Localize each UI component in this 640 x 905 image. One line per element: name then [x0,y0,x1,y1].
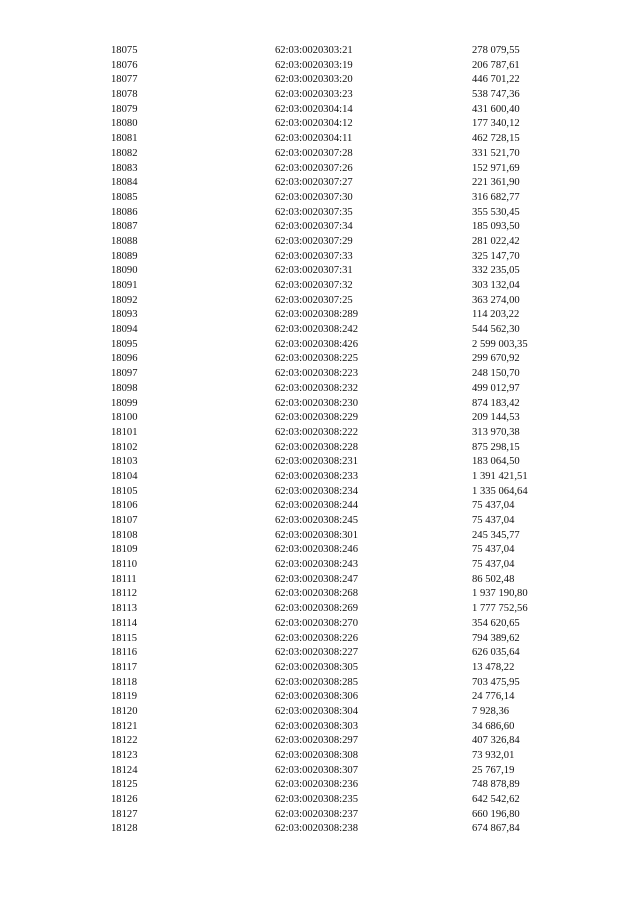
row-number-cell: 18094 [111,324,138,336]
cadastral-number-cell: 62:03:0020304:12 [275,118,353,130]
table-row [111,734,571,749]
cadastral-number-cell: 62:03:0020308:246 [275,544,358,556]
row-number-cell: 18076 [111,59,138,71]
row-number-cell: 18091 [111,280,138,291]
table-row [111,147,571,162]
table-row [111,822,571,837]
row-number-cell: 18116 [111,647,138,659]
table-row [111,499,571,514]
cadastral-value-cell: 660 196,80 [472,808,520,820]
row-number-cell: 18114 [111,617,138,629]
row-number-cell: 18081 [111,133,138,145]
cadastral-number-cell: 62:03:0020308:269 [275,603,358,615]
cadastral-number-cell: 62:03:0020307:33 [275,250,353,262]
cadastral-number-cell: 62:03:0020308:305 [275,661,358,673]
table-row [111,558,571,573]
table-row [111,632,571,647]
cadastral-value-cell: 2 599 003,35 [472,338,528,350]
cadastral-number-cell: 62:03:0020308:228 [275,441,358,453]
table-row [111,117,571,132]
cadastral-value-cell: 538 747,36 [472,89,520,101]
cadastral-value-cell: 209 144,53 [472,412,520,424]
row-number-cell: 18084 [111,177,138,189]
table-row [111,250,571,265]
row-number-cell: 18078 [111,89,138,101]
row-number-cell: 18090 [111,265,138,277]
row-number-cell: 18092 [111,294,138,306]
cadastral-number-cell: 62:03:0020308:236 [275,779,358,791]
table-row [111,720,571,735]
cadastral-value-cell: 281 022,42 [472,235,520,247]
cadastral-number-cell: 62:03:0020308:227 [275,647,358,659]
row-number-cell: 18127 [111,808,138,820]
row-number-cell: 18097 [111,368,138,380]
cadastral-value-cell: 303 132,04 [472,280,520,291]
table-row [111,764,571,779]
cadastral-value-cell: 313 970,38 [472,426,520,438]
table-row [111,352,571,367]
cadastral-number-cell: 62:03:0020308:247 [275,573,358,585]
cadastral-number-cell: 62:03:0020308:306 [275,691,358,703]
row-number-cell: 18093 [111,309,138,321]
cadastral-value-cell: 1 937 190,80 [472,588,528,600]
table-row [111,705,571,720]
row-number-cell: 18121 [111,720,138,732]
row-number-cell: 18110 [111,559,138,571]
table-row [111,646,571,661]
cadastral-value-cell: 674 867,84 [472,823,520,835]
table-row [111,59,571,74]
cadastral-value-cell: 177 340,12 [472,118,520,130]
cadastral-value-cell: 34 686,60 [472,720,515,732]
row-number-cell: 18082 [111,147,138,159]
row-number-cell: 18123 [111,750,138,761]
cadastral-number-cell: 62:03:0020308:301 [275,529,358,541]
cadastral-value-cell: 462 728,15 [472,133,520,145]
cadastral-value-cell: 13 478,22 [472,661,515,673]
table-row [111,573,571,588]
row-number-cell: 18107 [111,515,138,526]
cadastral-value-cell: 431 600,40 [472,103,520,115]
table-row [111,279,571,294]
cadastral-number-cell: 62:03:0020308:304 [275,705,358,717]
row-number-cell: 18104 [111,470,138,482]
table-row [111,661,571,676]
row-number-cell: 18087 [111,221,138,233]
cadastral-number-cell: 62:03:0020308:285 [275,676,358,688]
cadastral-number-cell: 62:03:0020304:11 [275,133,353,145]
table-row [111,220,571,235]
table-row [111,602,571,617]
cadastral-number-cell: 62:03:0020308:297 [275,735,358,747]
table-body [111,44,571,837]
table-row [111,397,571,412]
cadastral-number-cell: 62:03:0020308:238 [275,823,358,835]
table-row [111,690,571,705]
cadastral-value-cell: 331 521,70 [472,147,520,159]
cadastral-value-cell: 332 235,05 [472,265,520,277]
table-row [111,191,571,206]
row-number-cell: 18102 [111,441,138,453]
cadastral-number-cell: 62:03:0020307:25 [275,294,353,306]
cadastral-number-cell: 62:03:0020308:244 [275,500,358,512]
table-row [111,73,571,88]
cadastral-value-cell: 446 701,22 [472,74,520,86]
cadastral-number-cell: 62:03:0020308:242 [275,324,358,336]
row-number-cell: 18075 [111,45,138,56]
row-number-cell: 18099 [111,397,138,409]
cadastral-value-cell: 642 542,62 [472,794,520,806]
table-row [111,103,571,118]
cadastral-value-cell: 73 932,01 [472,750,515,761]
table-row [111,617,571,632]
cadastral-number-cell: 62:03:0020303:20 [275,74,353,86]
table-row [111,44,571,59]
table-row [111,382,571,397]
table-row [111,235,571,250]
cadastral-number-cell: 62:03:0020308:225 [275,353,358,365]
cadastral-value-cell: 363 274,00 [472,294,520,306]
row-number-cell: 18079 [111,103,138,115]
row-number-cell: 18080 [111,118,138,130]
cadastral-value-cell: 278 079,55 [472,45,520,56]
cadastral-value-cell: 875 298,15 [472,441,520,453]
cadastral-number-cell: 62:03:0020308:222 [275,426,358,438]
row-number-cell: 18113 [111,603,138,615]
cadastral-number-cell: 62:03:0020308:307 [275,764,358,776]
cadastral-value-cell: 748 878,89 [472,779,520,791]
cadastral-number-cell: 62:03:0020307:35 [275,206,353,218]
table-row [111,676,571,691]
cadastral-number-cell: 62:03:0020308:226 [275,632,358,644]
row-number-cell: 18122 [111,735,138,747]
cadastral-value-cell: 703 475,95 [472,676,520,688]
table-row [111,441,571,456]
cadastral-number-cell: 62:03:0020307:27 [275,177,353,189]
row-number-cell: 18124 [111,764,138,776]
table-row [111,455,571,470]
table-row [111,793,571,808]
cadastral-value-cell: 325 147,70 [472,250,520,262]
cadastral-value-cell: 75 437,04 [472,544,515,556]
table-row [111,411,571,426]
cadastral-number-cell: 62:03:0020303:19 [275,59,353,71]
cadastral-value-cell: 24 776,14 [472,691,515,703]
cadastral-number-cell: 62:03:0020307:29 [275,235,353,247]
cadastral-number-cell: 62:03:0020308:245 [275,515,358,526]
cadastral-value-cell: 1 335 064,64 [472,485,528,497]
cadastral-value-cell: 316 682,77 [472,191,520,203]
table-row [111,294,571,309]
table-row [111,529,571,544]
cadastral-value-cell: 75 437,04 [472,515,515,526]
table-row [111,176,571,191]
table-row [111,323,571,338]
cadastral-value-cell: 1 777 752,56 [472,603,528,615]
cadastral-value-cell: 299 670,92 [472,353,520,365]
row-number-cell: 18108 [111,529,138,541]
row-number-cell: 18085 [111,191,138,203]
row-number-cell: 18118 [111,676,138,688]
cadastral-number-cell: 62:03:0020307:34 [275,221,353,233]
row-number-cell: 18089 [111,250,138,262]
cadastral-number-cell: 62:03:0020308:303 [275,720,358,732]
cadastral-number-cell: 62:03:0020308:233 [275,470,358,482]
row-number-cell: 18100 [111,412,138,424]
cadastral-number-cell: 62:03:0020307:31 [275,265,353,277]
cadastral-number-cell: 62:03:0020308:268 [275,588,358,600]
table-row [111,808,571,823]
cadastral-number-cell: 62:03:0020308:426 [275,338,358,350]
cadastral-value-cell: 185 093,50 [472,221,520,233]
cadastral-value-cell: 499 012,97 [472,382,520,394]
cadastral-number-cell: 62:03:0020308:230 [275,397,358,409]
table-row [111,132,571,147]
cadastral-value-table [111,44,571,837]
cadastral-value-cell: 544 562,30 [472,324,520,336]
row-number-cell: 18106 [111,500,138,512]
cadastral-number-cell: 62:03:0020308:231 [275,456,358,468]
row-number-cell: 18119 [111,691,138,703]
cadastral-number-cell: 62:03:0020307:30 [275,191,353,203]
row-number-cell: 18077 [111,74,138,86]
cadastral-number-cell: 62:03:0020308:223 [275,368,358,380]
row-number-cell: 18128 [111,823,138,835]
table-row [111,778,571,793]
row-number-cell: 18115 [111,632,138,644]
cadastral-value-cell: 152 971,69 [472,162,520,174]
cadastral-value-cell: 75 437,04 [472,500,515,512]
table-row [111,338,571,353]
cadastral-number-cell: 62:03:0020307:26 [275,162,353,174]
row-number-cell: 18111 [111,573,137,585]
cadastral-number-cell: 62:03:0020308:234 [275,485,358,497]
cadastral-number-cell: 62:03:0020308:270 [275,617,358,629]
cadastral-value-cell: 626 035,64 [472,647,520,659]
row-number-cell: 18120 [111,705,138,717]
table-row [111,308,571,323]
row-number-cell: 18101 [111,426,138,438]
cadastral-number-cell: 62:03:0020308:229 [275,412,358,424]
cadastral-value-cell: 75 437,04 [472,559,515,571]
table-row [111,470,571,485]
row-number-cell: 18126 [111,794,138,806]
row-number-cell: 18098 [111,382,138,394]
cadastral-value-cell: 25 767,19 [472,764,515,776]
cadastral-number-cell: 62:03:0020307:32 [275,280,353,291]
table-row [111,206,571,221]
table-row [111,367,571,382]
table-row [111,514,571,529]
row-number-cell: 18086 [111,206,138,218]
cadastral-value-cell: 86 502,48 [472,573,515,585]
row-number-cell: 18088 [111,235,138,247]
cadastral-number-cell: 62:03:0020308:235 [275,794,358,806]
cadastral-value-cell: 1 391 421,51 [472,470,528,482]
table-row [111,749,571,764]
row-number-cell: 18109 [111,544,138,556]
row-number-cell: 18117 [111,661,138,673]
cadastral-number-cell: 62:03:0020307:28 [275,147,353,159]
cadastral-number-cell: 62:03:0020308:289 [275,309,358,321]
cadastral-number-cell: 62:03:0020308:308 [275,750,358,761]
cadastral-value-cell: 248 150,70 [472,368,520,380]
cadastral-value-cell: 114 203,22 [472,309,520,321]
table-row [111,587,571,602]
table-row [111,88,571,103]
cadastral-value-cell: 206 787,61 [472,59,520,71]
table-row [111,264,571,279]
row-number-cell: 18125 [111,779,138,791]
table-row [111,543,571,558]
cadastral-value-cell: 7 928,36 [472,705,510,717]
cadastral-value-cell: 221 361,90 [472,177,520,189]
row-number-cell: 18105 [111,485,138,497]
cadastral-value-cell: 874 183,42 [472,397,520,409]
table-row [111,426,571,441]
table-row [111,162,571,177]
cadastral-number-cell: 62:03:0020308:232 [275,382,358,394]
cadastral-value-cell: 355 530,45 [472,206,520,218]
row-number-cell: 18096 [111,353,138,365]
table-row [111,485,571,500]
cadastral-number-cell: 62:03:0020303:23 [275,89,353,101]
cadastral-value-cell: 794 389,62 [472,632,520,644]
cadastral-value-cell: 183 064,50 [472,456,520,468]
cadastral-value-cell: 407 326,84 [472,735,520,747]
row-number-cell: 18112 [111,588,138,600]
row-number-cell: 18083 [111,162,138,174]
cadastral-number-cell: 62:03:0020308:237 [275,808,358,820]
cadastral-number-cell: 62:03:0020304:14 [275,103,353,115]
cadastral-value-cell: 245 345,77 [472,529,520,541]
cadastral-number-cell: 62:03:0020303:21 [275,45,353,56]
row-number-cell: 18095 [111,338,138,350]
cadastral-number-cell: 62:03:0020308:243 [275,559,358,571]
cadastral-value-cell: 354 620,65 [472,617,520,629]
row-number-cell: 18103 [111,456,138,468]
